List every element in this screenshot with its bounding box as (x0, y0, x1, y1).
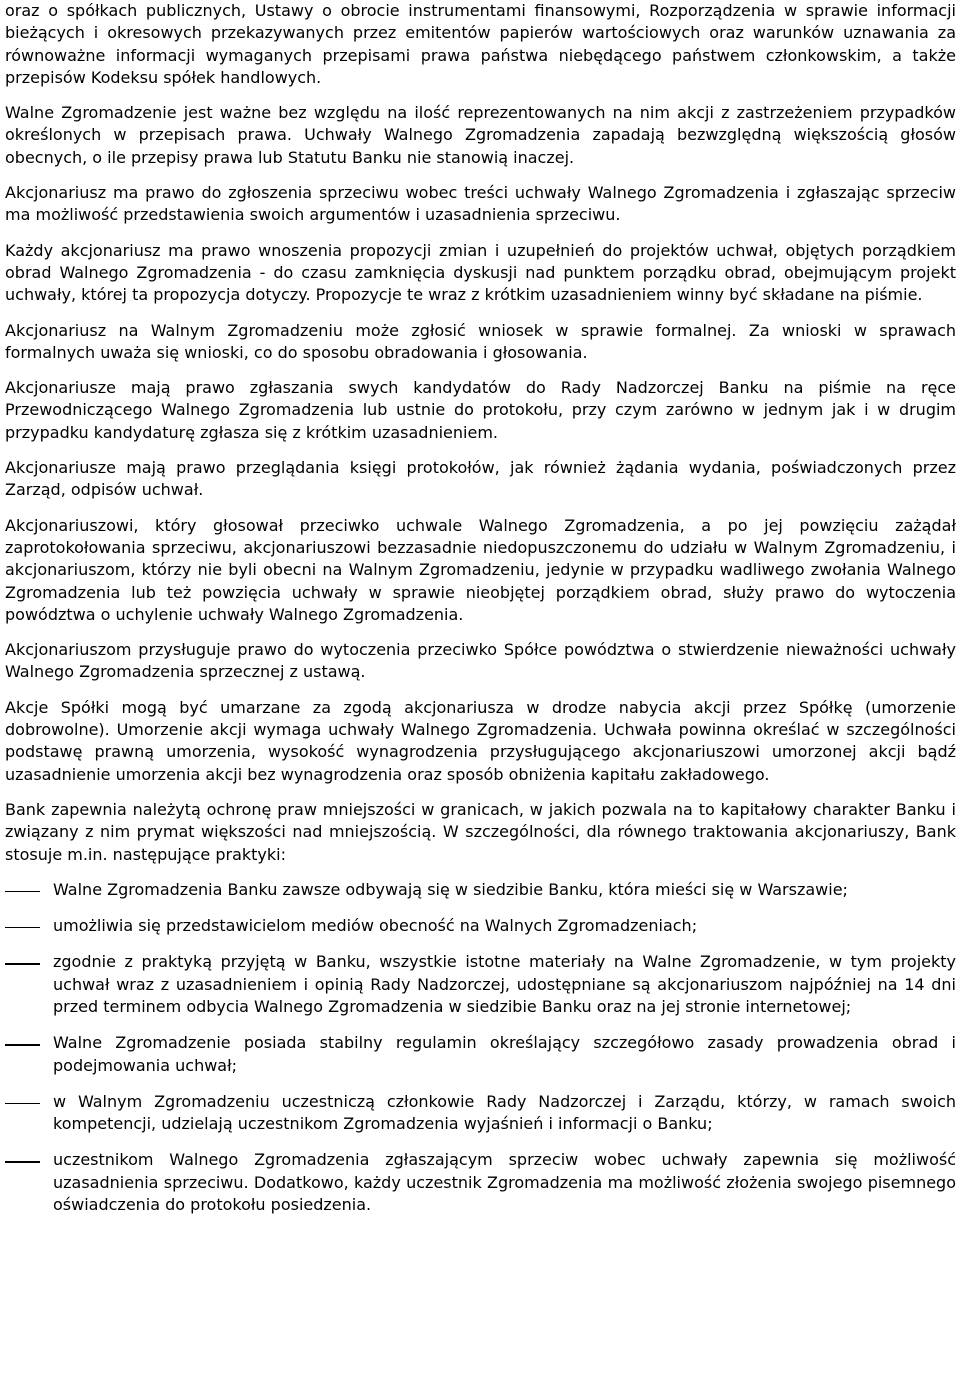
paragraph-share-redemption: Akcje Spółki mogą być umarzane za zgodą akcjonariusza w drodze nabycia akcji przez Spółkę (umorzenie dobrowolne). Umorzenie akcji wymaga uchwały Walnego Zgromadzenia. Uchwała powinna określać w szczególności podstawę prawną umorzenia, wysokość wynagrodzenia przysługującego akcjonariuszowi umorzonej akcji bądź uzasadnienie umorzenia akcji bez wynagrodzenia oraz sposób obniżenia kapitału zakładowego. (5, 697, 956, 784)
list-item-text: Walne Zgromadzenie posiada stabilny regulamin określający szczegółowo zasady prowadzenia obrad i podejmowania uchwał; (53, 1033, 956, 1075)
list-item (5, 915, 956, 937)
practices-list (5, 879, 956, 1217)
list-item (5, 1032, 956, 1077)
list-item (5, 1149, 956, 1216)
list-item (5, 951, 956, 1018)
list-item-text: umożliwia się przedstawicielom mediów obecność na Walnych Zgromadzeniach; (53, 916, 698, 936)
paragraph-formal-motions: Akcjonariusz na Walnym Zgromadzeniu może zgłosić wniosek w sprawie formalnej. Za wnioski w sprawach formalnych uważa się wnioski, co do sposobu obradowania i głosowania. (5, 320, 956, 362)
list-item-text: zgodnie z praktyką przyjętą w Banku, wszystkie istotne materiały na Walne Zgromadzenie, w tym projekty uchwał wraz z uzasadnieniem i opinią Rady Nadzorczej, udostępniane są akcjonariuszom najpóźniej na 14 dni przed terminem odbycia Walnego Zgromadzenia w siedzibie Banku oraz na jej stronie internetowej; (53, 952, 956, 1016)
list-item-text: Walne Zgromadzenia Banku zawsze odbywają się w siedzibie Banku, która mieści się w Warszawie; (53, 879, 848, 899)
dash-bullet (5, 1161, 40, 1162)
list-item (5, 1091, 956, 1136)
dash-bullet (5, 927, 40, 928)
list-item (5, 879, 956, 901)
paragraph-minutes-book: Akcjonariusze mają prawo przeglądania księgi protokołów, jak również żądania wydania, poświadczonych przez Zarząd, odpisów uchwał. (5, 458, 956, 500)
dash-bullet (5, 891, 40, 892)
paragraph-nullity-action: Akcjonariuszom przysługuje prawo do wytoczenia przeciwko Spółce powództwa o stwierdzenie nieważności uchwały Walnego Zgromadzenia sprzecznej z ustawą. (5, 640, 956, 682)
list-item-text: w Walnym Zgromadzeniu uczestniczą członkowie Rady Nadzorczej i Zarządu, którzy, w ramach swoich kompetencji, udzielają uczestnikom Zgromadzenia wyjaśnień i informacji o Banku; (53, 1091, 956, 1134)
paragraph-amendment-proposals: Każdy akcjonariusz ma prawo wnoszenia propozycji zmian i uzupełnień do projektów uchwał, objętych porządkiem obrad Walnego Zgromadzenia - do czasu zamknięcia dyskusji nad punktem porządku obrad, obejmującym projekt uchwały, której ta propozycja dotyczy. Propozycje te wraz z krótkim uzasadnieniem winny być składane na piśmie. (5, 240, 956, 305)
dash-bullet (5, 963, 40, 964)
paragraph-legal-basis: oraz o spółkach publicznych, Ustawy o obrocie instrumentami finansowymi, Rozporządzenia w sprawie informacji bieżących i okresowych przekazywanych przez emitentów papierów wartościowych oraz warunków uznawania za równoważne informacji wymaganych przepisami prawa państwa niebędącego państwem członkowskim, a także przepisów Kodeksu spółek handlowych. (5, 1, 956, 87)
document-page (5, 0, 956, 1230)
paragraph-minority-protection: Bank zapewnia należytą ochronę praw mniejszości w granicach, w jakich pozwala na to kapitałowy charakter Banku i związany z nim prymat większości nad mniejszością. W szczególności, dla równego traktowania akcjonariuszy, Bank stosuje m.in. następujące praktyki: (5, 799, 956, 864)
paragraph-validity: Walne Zgromadzenie jest ważne bez względu na ilość reprezentowanych na nim akcji z zastrzeżeniem przypadków określonych w przepisach prawa. Uchwały Walnego Zgromadzenia zapadają bezwzględną większością głosów obecnych, o ile przepisy prawa lub Statutu Banku nie stanowią inaczej. (5, 103, 956, 167)
dash-bullet (5, 1103, 40, 1104)
paragraph-objection-right: Akcjonariusz ma prawo do zgłoszenia sprzeciwu wobec treści uchwały Walnego Zgromadzenia i zgłaszając sprzeciw ma możliwość przedstawienia swoich argumentów i uzasadnienia sprzeciwu. (5, 183, 956, 225)
paragraph-annulment-action: Akcjonariuszowi, który głosował przeciwko uchwale Walnego Zgromadzenia, a po jej powzięciu zażądał zaprotokołowania sprzeciwu, akcjonariuszowi bezzasadnie niedopuszczonemu do udziału w Walnym Zgromadzeniu, i akcjonariuszom, którzy nie byli obecni na Walnym Zgromadzeniu, jedynie w przypadku wadliwego zwołania Walnego Zgromadzenia lub też powzięcia uchwały w sprawie nieobjętej porządkiem obrad, służy prawo do wytoczenia powództwa o uchylenie uchwały Walnego Zgromadzenia. (5, 515, 956, 624)
paragraph-board-candidates: Akcjonariusze mają prawo zgłaszania swych kandydatów do Rady Nadzorczej Banku na piśmie na ręce Przewodniczącego Walnego Zgromadzenia lub ustnie do protokołu, przy czym zarówno w jednym jak i w drugim przypadku kandydaturę zgłasza się z krótkim uzasadnieniem. (5, 378, 956, 442)
list-item-text: uczestnikom Walnego Zgromadzenia zgłaszającym sprzeciw wobec uchwały zapewnia się możliwość uzasadnienia sprzeciwu. Dodatkowo, każdy uczestnik Zgromadzenia ma możliwość złożenia swojego pisemnego oświadczenia do protokołu posiedzenia. (53, 1150, 956, 1215)
dash-bullet (5, 1044, 40, 1045)
